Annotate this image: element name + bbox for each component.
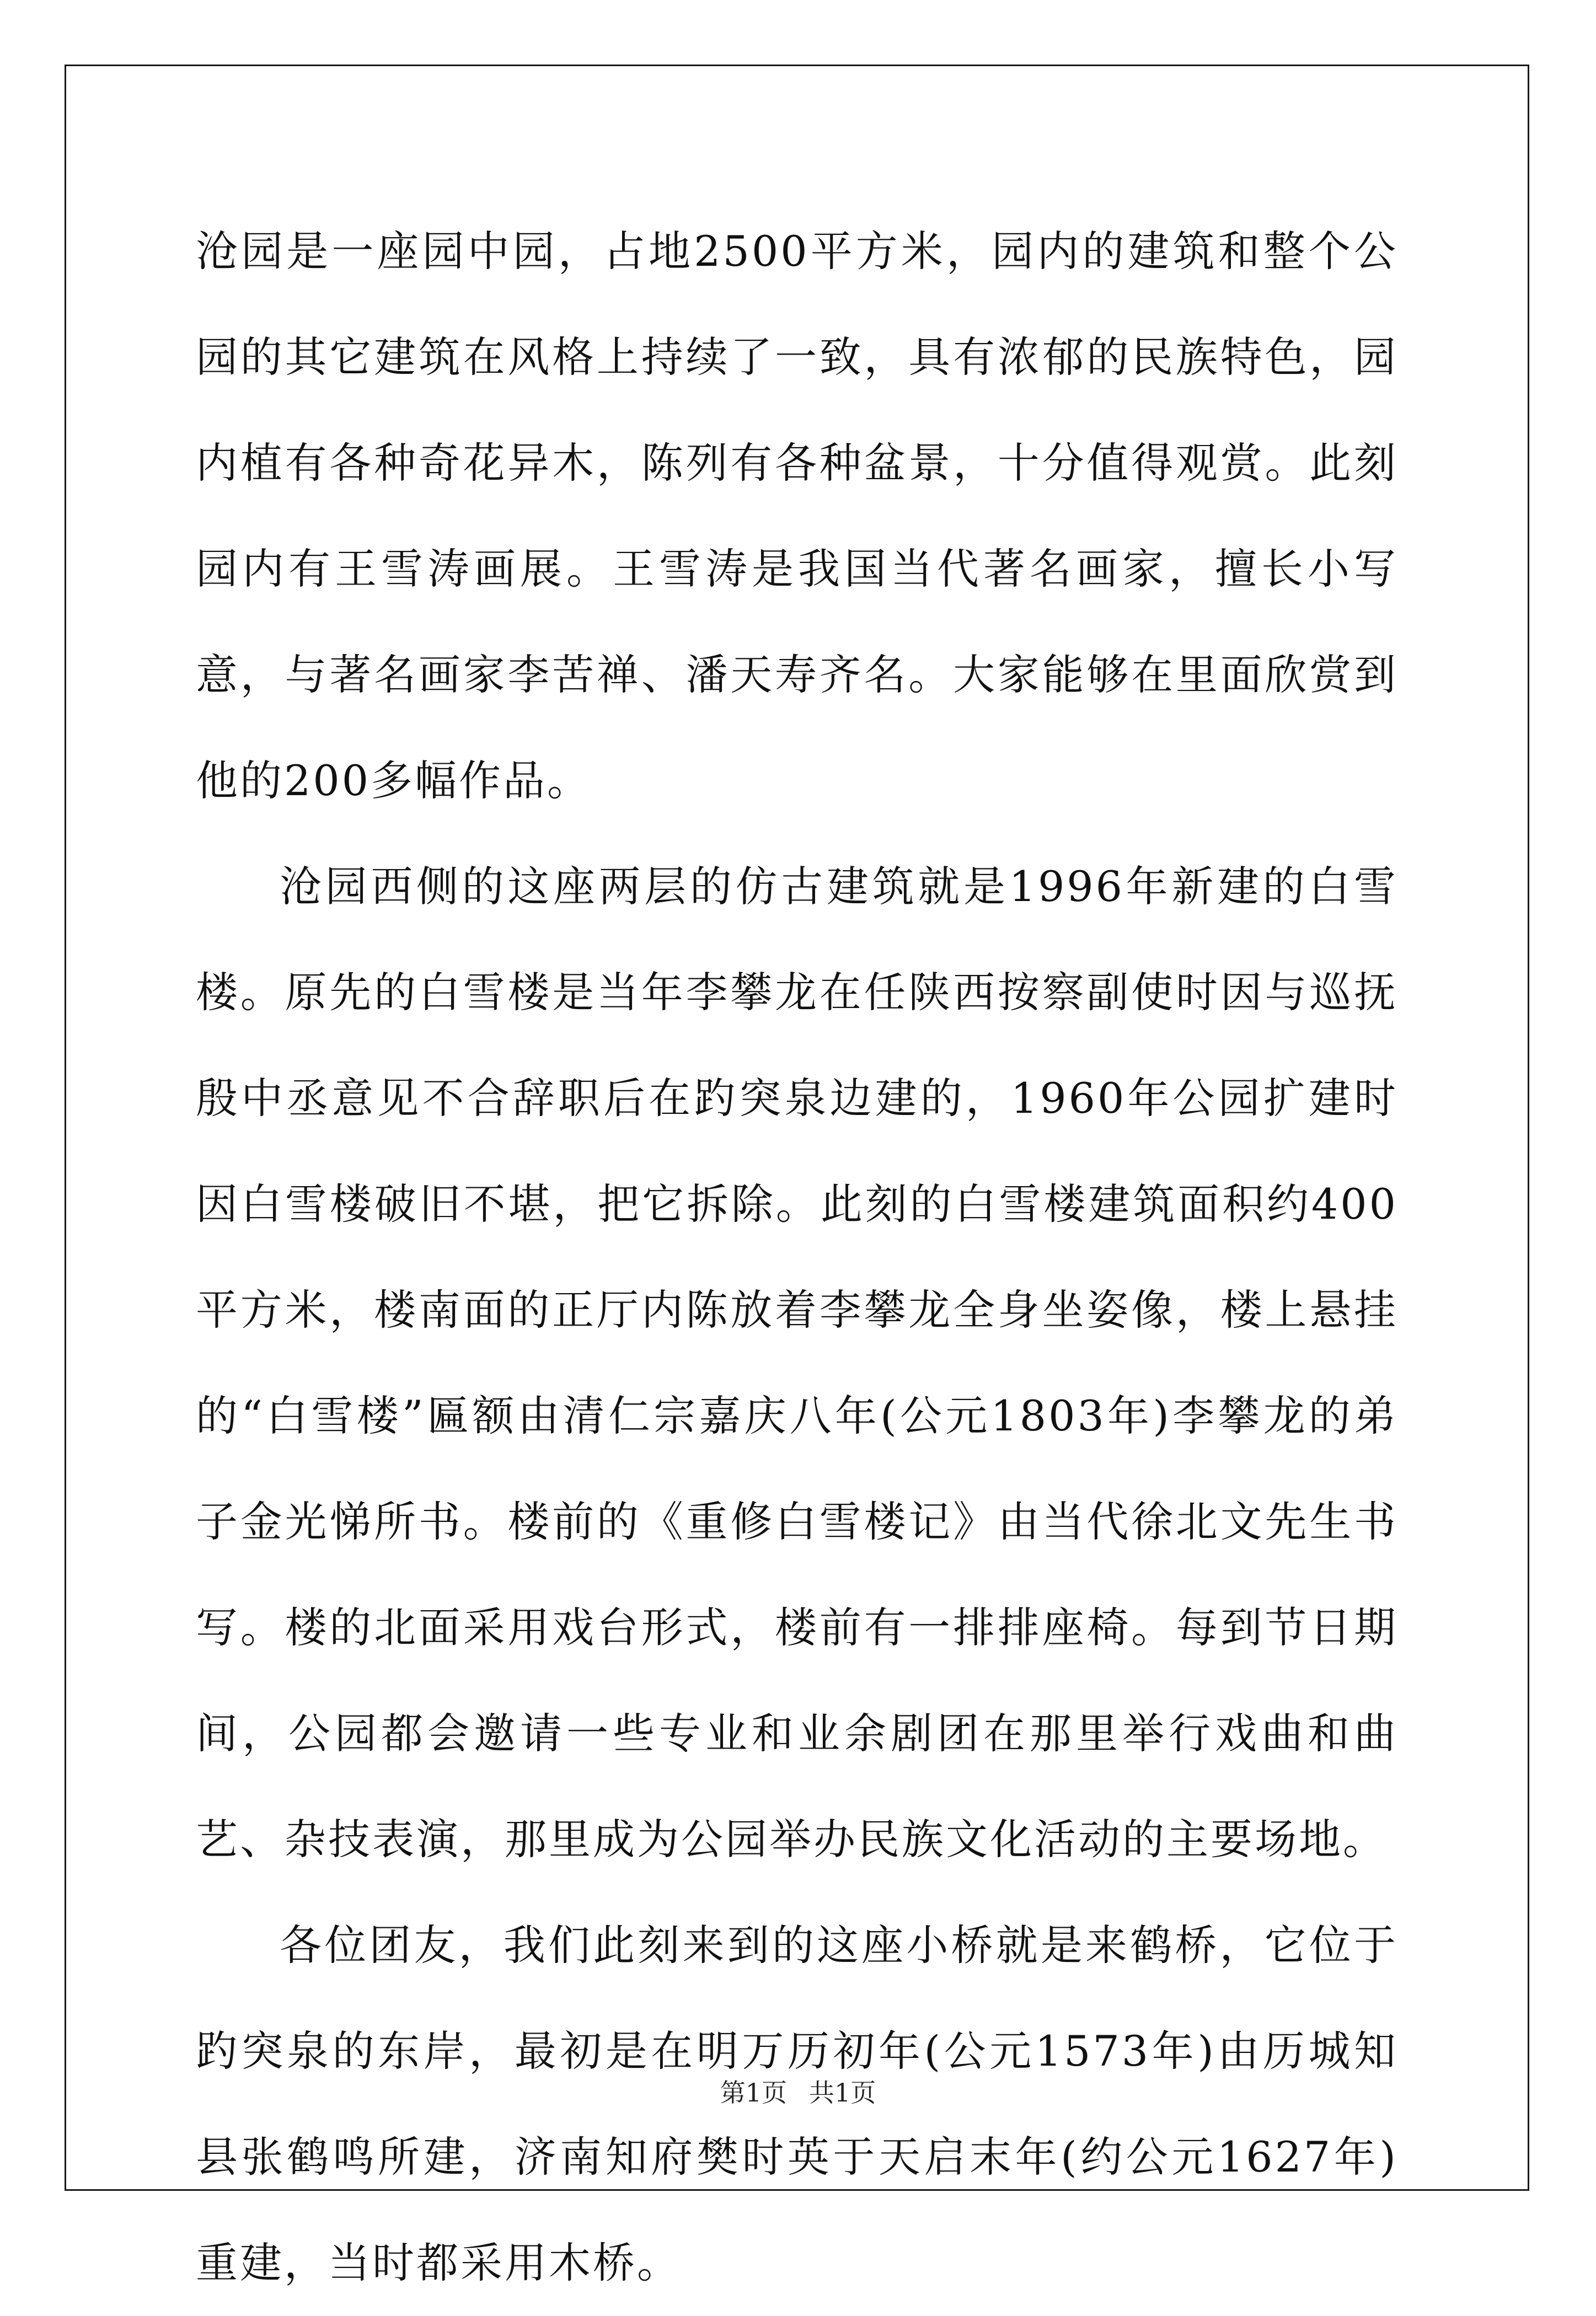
document-body xyxy=(196,199,1398,2316)
paragraph-canglang-garden: 沧园是一座园中园，占地2500平方米，园内的建筑和整个公园的其它建筑在风格上持续了一致，具有浓郁的民族特色，园内植有各种奇花异木，陈列有各种盆景，十分值得观赏。此刻园内有王雪涛画展。王雪涛是我国当代著名画家，擅长小写意，与著名画家李苦禅、潘天寿齐名。大家能够在里面欣赏到他的200多幅作品。 xyxy=(196,227,1398,805)
paragraph-baixue-tower: 沧园西侧的这座两层的仿古建筑就是1996年新建的白雪楼。原先的白雪楼是当年李攀龙在任陕西按察副使时因与巡抚殷中丞意见不合辞职后在趵突泉边建的，1960年公园扩建时因白雪楼破旧不堪，把它拆除。此刻的白雪楼建筑面积约400平方米，楼南面的正厅内陈放着李攀龙全身坐姿像，楼上悬挂的“白雪楼”匾额由清仁宗嘉庆八年(公元1803年)李攀龙的弟子金光悌所书。楼前的《重修白雪楼记》由当代徐北文先生书写。楼的北面采用戏台形式，楼前有一排排座椅。每到节日期间，公园都会邀请一些专业和业余剧团在那里举行戏曲和曲艺、杂技表演，那里成为公园举办民族文化活动的主要场地。 xyxy=(196,862,1398,1864)
page-number: 第1页 xyxy=(720,2078,787,2108)
page-total: 共1页 xyxy=(809,2078,876,2108)
page-footer xyxy=(0,2076,1596,2109)
paragraph-laihe-bridge: 各位团友，我们此刻来到的这座小桥就是来鹤桥，它位于趵突泉的东岸，最初是在明万历初年(公元1573年)由历城知县张鹤鸣所建，济南知府樊时英于天启末年(约公元1627年)重建，当时都采用木桥。 xyxy=(196,1921,1398,2287)
